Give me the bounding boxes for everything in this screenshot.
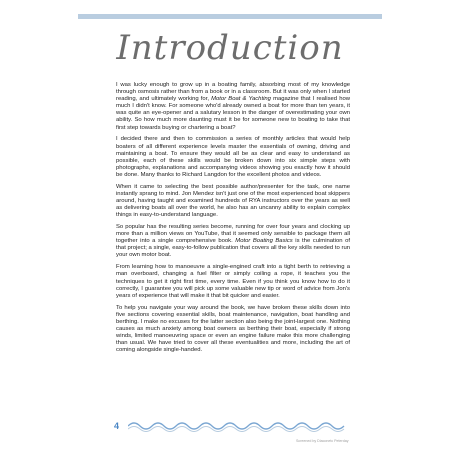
italic-title: Motor Boat & Yachting <box>211 96 271 103</box>
paragraph <box>116 184 350 219</box>
paragraph <box>116 136 350 179</box>
paragraph <box>116 305 350 355</box>
paragraph <box>116 224 350 259</box>
wave-decoration-icon <box>128 420 346 432</box>
italic-title: Motor Boating Basics <box>235 238 293 245</box>
header-band <box>78 14 382 19</box>
body-text <box>116 82 350 359</box>
page-title: Introduction <box>116 28 344 68</box>
text-run: So popular has the resulting series become, running for over four years and clocking up more than a million views on YouTube, that it seemed only sensible to package them all together into a single comprehensive book. <box>116 224 350 245</box>
image-credit: Screened by Diaconetc Peterday <box>296 439 349 443</box>
text-run: I decided there and then to commission a series of monthly articles that would help boaters of all different experience levels master the essentials of owning, driving and maintaining a boat. To ensure they would all be as clear and easy to understand as possible, each of these skills would be broken down into six simple steps with photographs, explanations and accompanying videos showing you exactly how it should be done. Many thanks to Richard Langdon for the excellent photos and videos. <box>116 136 350 178</box>
paragraph <box>116 264 350 299</box>
page-number: 4 <box>114 421 120 431</box>
paragraph <box>116 82 350 132</box>
text-run: When it came to selecting the best possible author/presenter for the task, one name instantly sprang to mind. Jon Mendez isn't just one of the most experienced boat skippers around, having taught and examined hundreds of RYA instructors over the years as well as delivering boats all over the world, he also has an uncanny ability to explain complex things in easy-to-understand language. <box>116 183 350 219</box>
text-run: To help you navigate your way around the book, we have broken these skills down into five sections covering essential skills, boat maintenance, navigation, boat handling and berthing. I make no excuses for the latter section also being the joint-largest one. Nothing causes as much anxiety among boat owners as berthing their boat, especially if strong winds, limited manoeuvring space or even an engine failure make this more challenging than usual. We have tried to cover all these eventualities and more, including the art of coming alongside single-handed. <box>116 304 350 354</box>
text-run: is the culmination of that project; a single, easy-to-follow publication that covers all the key skills needed to run your own motor boat. <box>116 238 350 259</box>
text-run: I was lucky enough to grow up in a boating family, absorbing most of my knowledge through osmosis rather than from a book or in a classroom. But it was only when I started reading, and ultimately working for, <box>116 82 350 103</box>
text-run: From learning how to manoeuvre a single-engined craft into a tight berth to retrieving a man overboard, changing a fuel filter or simply coiling a rope, it teaches you the techniques to get it right first time, every time. Even if you think you know how to do it correctly, I guarantee you will pick up some valuable new tip or word of advice from Jon's years of experience that will make it that bit quicker and easier. <box>116 264 350 299</box>
text-run: magazine that I realised how much I didn't know. For someone who'd already owned a boat for more than ten years, it was quite an eye-opener and a salutary lesson in the danger of overestimating your own ability. So how much more daunting must it be for someone new to boating to take that first step towards buying or chartering a boat? <box>116 96 350 131</box>
